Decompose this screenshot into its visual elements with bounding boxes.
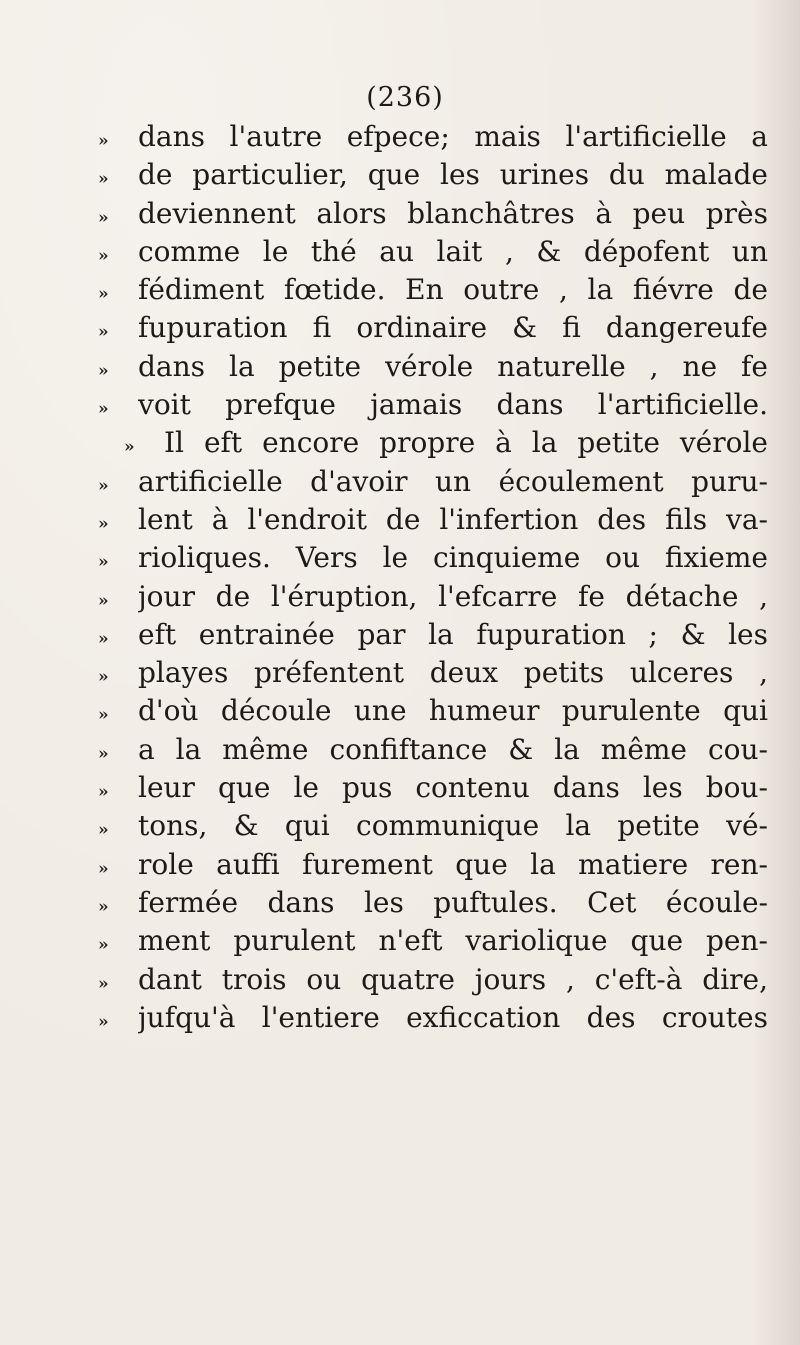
quotation-marker: » (98, 552, 109, 573)
text-line (98, 539, 788, 577)
line-text: Il eft encore propre à la petite vérole (164, 426, 768, 460)
line-text: ment purulent n'eft variolique que pen- (138, 924, 768, 958)
line-text: dans la petite vérole naturelle , ne fe (138, 349, 768, 383)
text-line (98, 692, 788, 730)
line-text: eft entrainée par la fupuration ; & les (138, 617, 768, 651)
line-text: fupuration fi ordinaire & fi dangereufe (138, 311, 768, 345)
quotation-marker: » (98, 322, 109, 343)
quotation-marker: » (98, 590, 109, 611)
text-line (98, 424, 788, 462)
line-text: tons, & qui communique la petite vé- (138, 809, 768, 843)
text-line (98, 654, 788, 692)
quotation-marker: » (98, 513, 109, 534)
text-line (98, 463, 788, 501)
quotation-marker: » (98, 207, 109, 228)
text-line (98, 884, 788, 922)
text-line (98, 922, 788, 960)
text-line (98, 616, 788, 654)
line-text: leur que le pus contenu dans les bou- (138, 771, 768, 805)
quotation-marker: » (98, 131, 109, 151)
text-line (98, 195, 788, 233)
quotation-marker: » (98, 399, 109, 420)
quotation-marker: » (98, 667, 109, 688)
text-line (98, 961, 788, 999)
text-line (98, 386, 788, 424)
quotation-marker: » (98, 973, 109, 994)
text-line (98, 156, 788, 194)
line-text: comme le thé au lait , & dépofent un (138, 234, 768, 268)
text-line (98, 769, 788, 807)
text-line (98, 731, 788, 769)
quotation-marker: » (98, 935, 109, 956)
line-text: artificielle d'avoir un écoulement puru- (138, 464, 768, 498)
quotation-marker: » (124, 437, 135, 458)
text-line (98, 578, 788, 616)
line-text: playes préfentent deux petits ulceres , (138, 656, 768, 690)
quotation-marker: » (98, 896, 109, 917)
text-line (98, 999, 788, 1037)
line-text: rioliques. Vers le cinquieme ou fixieme (138, 541, 768, 575)
quotation-marker: » (98, 858, 109, 879)
line-text: jufqu'à l'entiere exficcation des croutes (138, 1000, 768, 1034)
line-text: jour de l'éruption, l'efcarre fe détache , (138, 579, 768, 613)
quotation-marker: » (98, 360, 109, 381)
quotation-marker: » (98, 705, 109, 726)
quotation-marker: » (98, 284, 109, 305)
quotation-marker: » (98, 782, 109, 803)
text-line (98, 846, 788, 884)
quotation-marker: » (98, 475, 109, 496)
line-text: a la même confiftance & la même cou- (138, 732, 768, 766)
quotation-marker: » (98, 169, 109, 190)
quotation-marker: » (98, 628, 109, 649)
line-text: lent à l'endroit de l'infertion des fils va- (138, 502, 768, 536)
line-text: de particulier, que les urines du malade (138, 158, 768, 192)
body-text (98, 118, 788, 1037)
line-text: voit prefque jamais dans l'artificielle. (138, 388, 768, 422)
line-text: dant trois ou quatre jours , c'eft-à dire, (138, 962, 768, 996)
page-number: (236) (366, 82, 444, 113)
text-line (98, 501, 788, 539)
quotation-marker: » (98, 743, 109, 764)
quotation-marker: » (98, 820, 109, 841)
line-text: fermée dans les puftules. Cet écoule- (138, 885, 768, 919)
line-text: fédiment fœtide. En outre , la fiévre de (138, 273, 768, 307)
line-text: dans l'autre efpece; mais l'artificielle a (138, 120, 768, 153)
text-line (98, 309, 788, 347)
line-text: deviennent alors blanchâtres à peu près (138, 196, 768, 230)
text-line (98, 348, 788, 386)
line-text: role auffi furement que la matiere ren- (138, 847, 768, 881)
text-line (98, 118, 788, 156)
text-line (98, 233, 788, 271)
quotation-marker: » (98, 245, 109, 266)
text-line (98, 807, 788, 845)
quotation-marker: » (98, 1011, 109, 1032)
text-line (98, 271, 788, 309)
line-text: d'où découle une humeur purulente qui (138, 694, 768, 728)
